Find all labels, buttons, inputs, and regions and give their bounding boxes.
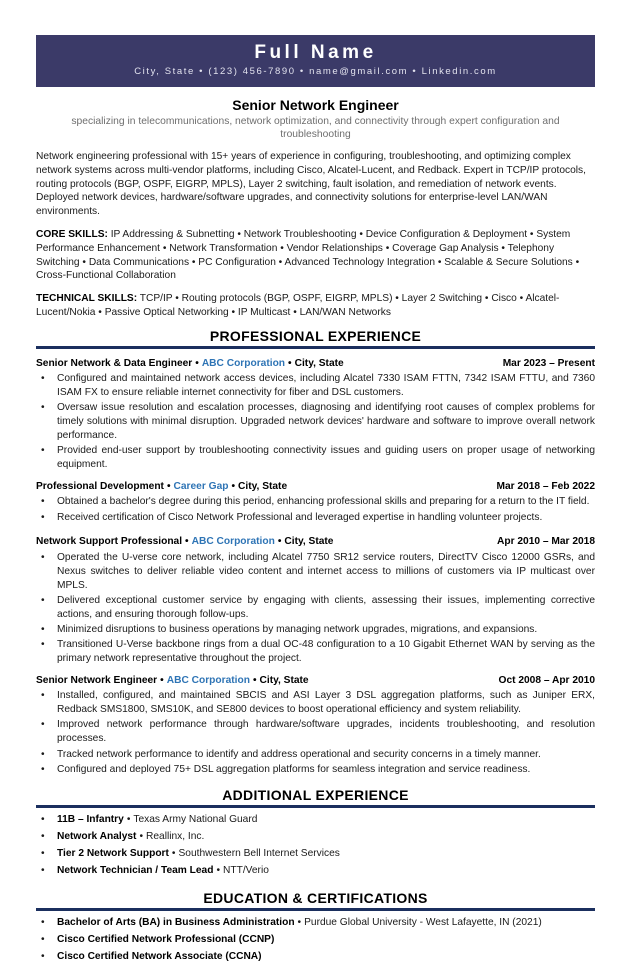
job-title-line [36, 535, 333, 549]
bullet-item: • Obtained a bachelor's degree during this period, enhancing professional skills and preparing for a return to the IT field. [36, 495, 595, 509]
bullet-item: • Tracked network performance to identify and address operational and security concerns in a timely manner. [36, 748, 595, 762]
page-title: Senior Network Engineer [232, 97, 399, 113]
job-bullet-list [36, 495, 595, 524]
separator-dot: • [139, 830, 144, 842]
job-bullet-list [36, 551, 595, 666]
section-heading-professional-experience: PROFESSIONAL EXPERIENCE [209, 327, 422, 344]
section-rule [36, 805, 595, 808]
list-item [36, 864, 595, 878]
separator-dot: • [166, 480, 171, 492]
bullet-item: • Transitioned U-Verse backbone rings from a dual OC-48 configuration to a 10 Gigabit Ethernet WAN by serving as the primary network representative throughout the project. [36, 638, 595, 666]
bullet-item: • Operated the U-verse core network, including Alcatel 7750 SR12 service routers, DirectTV Cisco 12000 GSRs, and Nexus switches to deliver reliable video content and internet access to millions of customers via IP multicast over MPLS. [36, 551, 595, 592]
technical-skills-text: TCP/IP • Routing protocols (BGP, OSPF, EIGRP, MPLS) • Layer 2 Switching • Cisco • Alcatel-Lucent/Nokia • Passive Optical Networking • IP Multicast • LAN/WAN Networks [36, 293, 560, 318]
education-list [36, 916, 595, 964]
separator-dot: • [171, 847, 176, 859]
job-location: City, State [294, 357, 344, 369]
job-title: Professional Development [36, 480, 164, 492]
bullet-item: • Oversaw issue resolution and escalation processes, diagnosing and identifying root causes of complex problems for timely solutions with minimal disruption. Upgraded network devices' hardware and software to improve overall network performance. [36, 401, 595, 442]
separator-dot: • [216, 865, 221, 877]
job-location: City, State [259, 674, 309, 686]
core-skills-paragraph [36, 228, 595, 283]
company-link[interactable]: ABC Corporation [166, 674, 250, 686]
list-item [36, 933, 595, 947]
resume-header-band [36, 35, 595, 87]
item-title: Network Technician / Team Lead [57, 865, 214, 877]
job-bullet-list [36, 372, 595, 472]
item-detail: NTT/Verio [223, 865, 269, 877]
list-item [36, 916, 595, 930]
bullet-item: • Delivered exceptional customer service by engaging with clients, assessing their issues, implementing corrective actions, and ensuring thorough follow-ups. [36, 594, 595, 622]
job-dates: Apr 2010 – Mar 2018 [497, 536, 595, 548]
bullet-item: • Improved network performance through hardware/software upgrades, incidents troubleshooting, and resolution processes. [36, 718, 595, 746]
separator-dot: • [195, 357, 199, 369]
separator-dot: • [185, 536, 189, 548]
job-dates: Mar 2023 – Present [502, 357, 595, 369]
bullet-item: • Installed, configured, and maintained SBCIS and ASI Layer 3 DSL aggregation platforms, such as Juniper ERX, Redback SMS1800, SMS10K, and SE800 devices to boost operational efficiency and system reliability. [36, 689, 595, 717]
job-title: Network Support Professional [36, 536, 183, 548]
contact-line: City, State • (123) 456-7890 • name@gmail.com • Linkedin.com [134, 66, 497, 77]
page-subtitle: specializing in telecommunications, network optimization, and connectivity through expert configuration and troubleshooting [71, 116, 560, 140]
bullet-item: • Provided end-user support by troubleshooting connectivity issues and guiding users on proper usage of networking equipment. [36, 444, 595, 472]
item-title: Cisco Certified Network Professional (CCNP) [57, 934, 275, 946]
list-item [36, 813, 595, 827]
separator-dot: • [160, 674, 164, 686]
job-dates: Mar 2018 – Feb 2022 [496, 480, 595, 492]
job-title-line [36, 674, 309, 688]
section-rule [36, 908, 595, 911]
core-skills-label: CORE SKILLS: [36, 228, 108, 240]
job-bullet-list [36, 689, 595, 776]
company-link[interactable]: ABC Corporation [201, 357, 286, 369]
summary-paragraph: Network engineering professional with 15+ years of experience in configuring, troubleshooting, and optimizing complex network systems across multi-vendor platforms, including Cisco, Alcatel-Lucent, and Redback. Expert in TCP/IP protocols, routing protocols (BGP, OSPF, EIGRP, MPLS), Layer 2 switching, fault isolation, and remediation of network events. Deployed network devices, hardware/software upgrades, and connectivity solutions for enterprise-level LAN/WAN environments. [36, 151, 586, 218]
separator-dot: • [252, 674, 257, 686]
separator-dot: • [126, 813, 131, 825]
job-title-line [36, 357, 344, 371]
separator-dot: • [277, 536, 282, 548]
full-name: Full Name [254, 42, 377, 63]
list-item [36, 830, 595, 844]
separator-dot: • [288, 357, 292, 369]
job-header [36, 535, 595, 549]
section-rule [36, 346, 595, 349]
item-detail: Southwestern Bell Internet Services [178, 847, 340, 859]
job-title: Senior Network & Data Engineer [36, 357, 193, 369]
bullet-item: • Configured and deployed 75+ DSL aggregation platforms for seamless integration and service readiness. [36, 763, 595, 777]
job-title-line [36, 480, 287, 494]
item-title: Cisco Certified Network Associate (CCNA) [57, 951, 262, 963]
bullet-item: • Received certification of Cisco Network Professional and leveraged expertise in handling volunteer projects. [36, 511, 595, 525]
job-location: City, State [238, 480, 288, 492]
item-title: Bachelor of Arts (BA) in Business Administration [57, 916, 295, 928]
list-item [36, 847, 595, 861]
company-link[interactable]: ABC Corporation [191, 536, 275, 548]
job-title: Senior Network Engineer [36, 674, 158, 686]
item-detail: Texas Army National Guard [133, 813, 258, 825]
job-header [36, 480, 595, 494]
job-dates: Oct 2008 – Apr 2010 [498, 674, 595, 686]
section-heading-additional-experience: ADDITIONAL EXPERIENCE [222, 786, 409, 803]
technical-skills-label: TECHNICAL SKILLS: [36, 293, 138, 305]
separator-dot: • [297, 916, 302, 928]
job-location: City, State [284, 536, 334, 548]
bullet-item: • Minimized disruptions to business operations by managing network upgrades, migrations, and expansions. [36, 623, 595, 637]
item-title: Tier 2 Network Support [57, 847, 169, 859]
item-title: 11B – Infantry [57, 813, 124, 825]
job-header [36, 357, 595, 371]
item-detail: Purdue Global University - West Lafayette, IN (2021) [304, 916, 542, 928]
section-heading-education-certifications: EDUCATION & CERTIFICATIONS [203, 889, 428, 906]
technical-skills-paragraph [36, 292, 595, 320]
item-title: Network Analyst [57, 830, 137, 842]
bullet-item: • Configured and maintained network access devices, including Alcatel 7330 ISAM FTTN, 7342 ISAM FTTU, and 7360 ISAM FX to ensure reliable internet connectivity for fiber and DSL customers. [36, 372, 595, 400]
job-header [36, 674, 595, 688]
additional-experience-list [36, 813, 595, 878]
item-detail: Reallinx, Inc. [146, 830, 205, 842]
separator-dot: • [231, 480, 236, 492]
company-link[interactable]: Career Gap [173, 480, 229, 492]
list-item [36, 950, 595, 964]
core-skills-text: IP Addressing & Subnetting • Network Troubleshooting • Device Configuration & Deployment • System Performance Enhancement • Network Transformation • Vendor Relationships • Coverage Gap Analysis • Telephony Switching • Data Communications • PC Configuration • Advanced Technology Integration • Scalable & Secure Solutions • Cross-Functional Collaboration [36, 228, 580, 282]
